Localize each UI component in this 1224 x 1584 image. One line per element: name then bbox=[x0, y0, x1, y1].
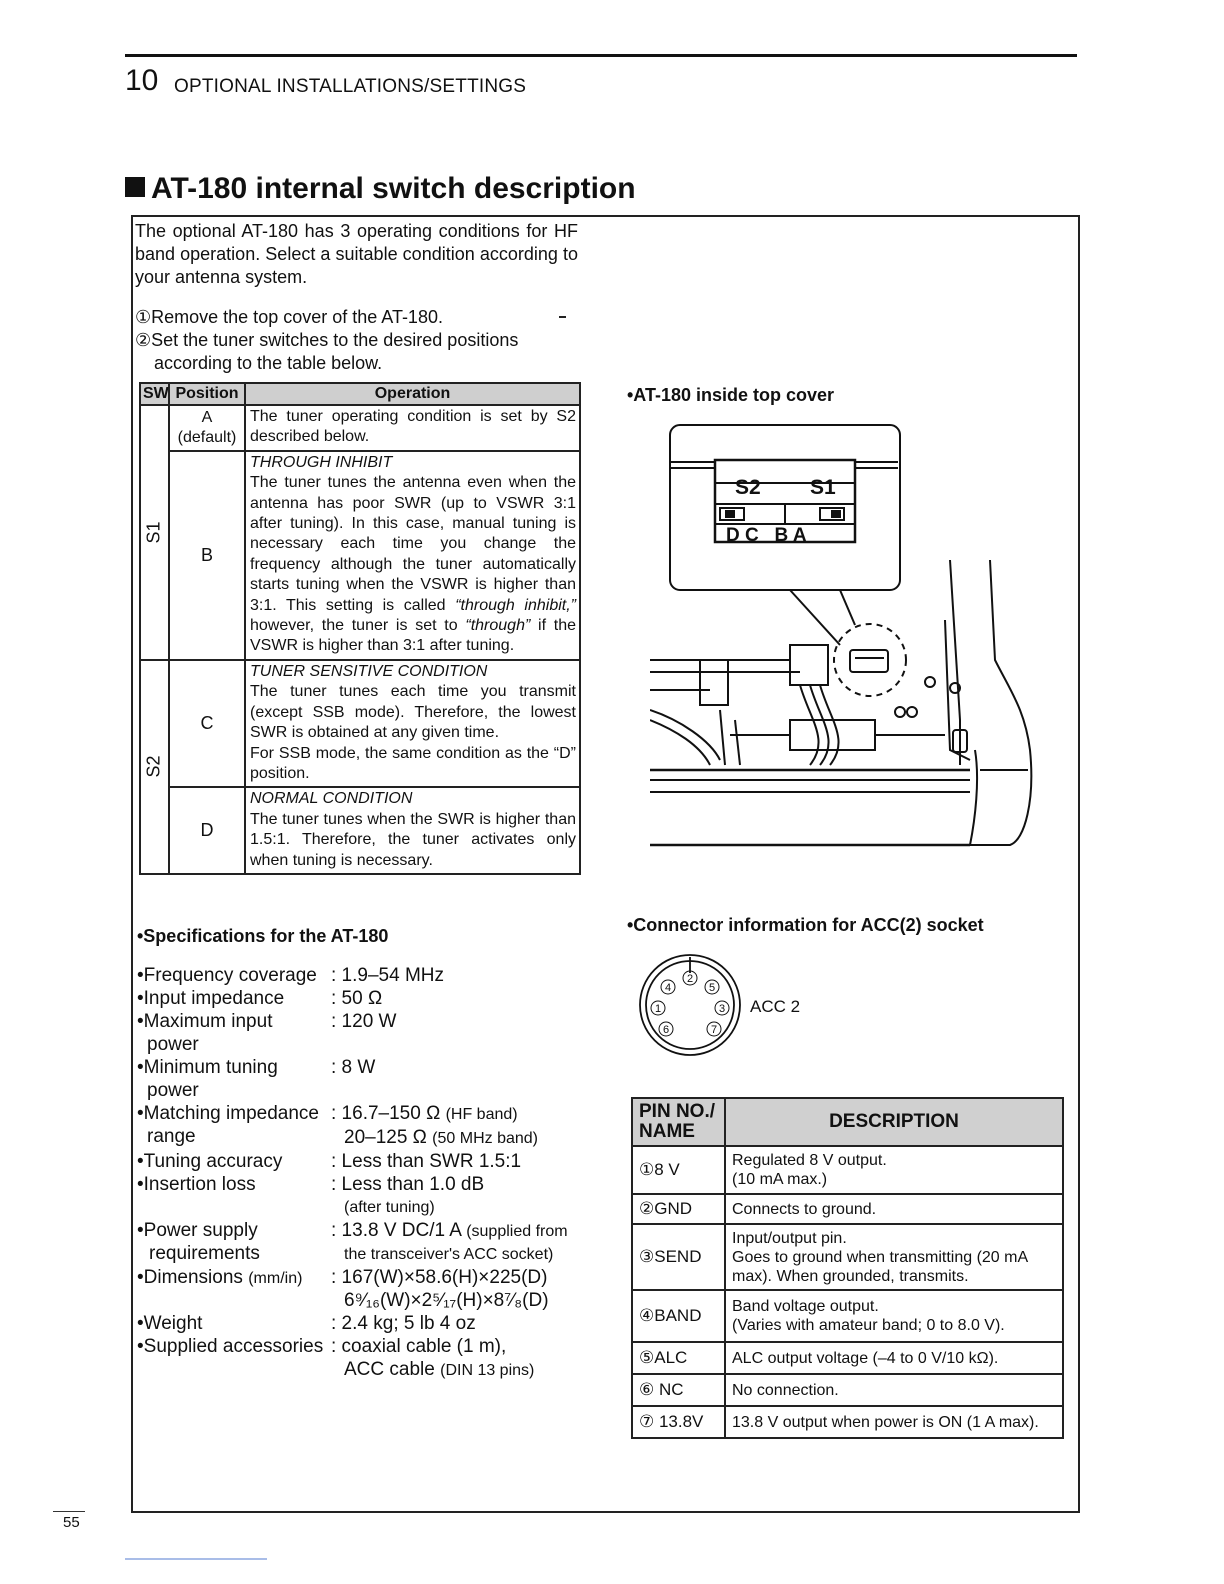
pin-description-line: (Varies with amateur band; 0 to 8.0 V). bbox=[732, 1317, 1005, 1334]
spec-value-note: (supplied from bbox=[466, 1223, 568, 1240]
pin-label: 7 bbox=[710, 1024, 718, 1036]
spec-value-line: 6⁹⁄₁₆(W)×2⁵⁄₁₇(H)×8⁷⁄₈(D) bbox=[344, 1290, 549, 1311]
spec-value-note: (HF band) bbox=[445, 1106, 518, 1123]
spec-value-line: : Less than 1.0 dB bbox=[331, 1174, 485, 1195]
switch-table bbox=[139, 382, 581, 875]
step-1: ①Remove the top cover of the AT-180. bbox=[135, 307, 443, 327]
step-2-continued: according to the table below. bbox=[154, 353, 383, 373]
pin-label: 3 bbox=[718, 1003, 726, 1015]
spec-label: •Weight bbox=[137, 1313, 203, 1334]
spec-label-line: •Matching impedance bbox=[137, 1103, 319, 1124]
position-c: C bbox=[169, 660, 245, 787]
spec-value: : 8 W bbox=[331, 1057, 376, 1078]
cover-heading: •AT-180 inside top cover bbox=[627, 385, 835, 405]
pin-description bbox=[725, 1290, 1063, 1342]
page-number: 55 bbox=[63, 1514, 80, 1531]
pin-description: Connects to ground. bbox=[725, 1194, 1063, 1224]
header-sw: SW bbox=[140, 383, 169, 405]
list-item bbox=[137, 1102, 568, 1150]
spec-value-note: the transceiver's ACC socket) bbox=[344, 1246, 554, 1263]
switch-s1-label: S1 bbox=[144, 521, 164, 544]
table-row bbox=[140, 660, 580, 787]
pin-name: ⑤ALC bbox=[632, 1342, 725, 1374]
specs-list bbox=[137, 964, 568, 1382]
chapter-number: 10 bbox=[125, 64, 159, 97]
section-title-text: AT-180 internal switch description bbox=[151, 172, 636, 205]
spec-label bbox=[137, 1056, 329, 1102]
spec-label: •Insertion loss bbox=[137, 1174, 256, 1195]
spec-value bbox=[329, 1219, 568, 1266]
spec-label-line: power bbox=[147, 1034, 199, 1055]
spec-value-note: (DIN 13 pins) bbox=[440, 1362, 535, 1379]
operation-b-emphasis-2: “through” bbox=[465, 617, 531, 635]
list-item bbox=[137, 1335, 568, 1382]
list-item bbox=[137, 1010, 568, 1056]
switch-s2-cell bbox=[140, 660, 169, 874]
operation-c-text: The tuner tunes each time you transmit (except SSB mode). Therefore, the lowest SWR is obtained at any given time. bbox=[250, 683, 576, 742]
table-row bbox=[632, 1342, 1063, 1374]
list-item bbox=[137, 1312, 568, 1335]
table-row bbox=[140, 451, 580, 660]
operation-c-text-2: For SSB mode, the same condition as the “D” position. bbox=[250, 744, 576, 782]
pin-name: ③SEND bbox=[632, 1224, 725, 1290]
header-name-line: NAME bbox=[639, 1121, 695, 1142]
spec-value bbox=[329, 1102, 538, 1150]
table-row bbox=[140, 405, 580, 451]
pin-label: 6 bbox=[662, 1024, 670, 1036]
pin-label: 5 bbox=[708, 982, 716, 994]
table-row bbox=[140, 787, 580, 874]
pin-label: 2 bbox=[686, 973, 694, 985]
instruction-steps bbox=[135, 306, 578, 375]
operation-b-text: The tuner tunes the antenna even when the antenna has poor SWR (up to VSWR 3:1 after tuning). In this case, manual tuning is necessary each time you change the frequency although the tuner automatically starts tuning when the VSWR is higher than 3:1. This setting is called bbox=[250, 474, 576, 614]
table-row bbox=[632, 1374, 1063, 1406]
spec-label-line: •Minimum tuning bbox=[137, 1057, 278, 1078]
list-item bbox=[137, 1219, 568, 1266]
spec-label: •Input impedance bbox=[137, 988, 285, 1009]
spec-value-line: : 16.7–150 Ω bbox=[331, 1103, 441, 1124]
spec-value bbox=[329, 1173, 484, 1219]
operation-d-heading: NORMAL CONDITION bbox=[250, 790, 413, 808]
square-bullet-icon bbox=[125, 177, 145, 197]
cover-position-labels: D C B A bbox=[726, 525, 807, 546]
header-pin-line: PIN NO./ bbox=[639, 1101, 716, 1122]
step-2: ②Set the tuner switches to the desired positions bbox=[135, 330, 519, 350]
spec-value-line: ACC cable bbox=[344, 1359, 435, 1380]
pin-name: ②GND bbox=[632, 1194, 725, 1224]
operation-a: The tuner operating condition is set by S2 described below. bbox=[245, 405, 580, 451]
pin-description: ALC output voltage (–4 to 0 V/10 kΩ). bbox=[725, 1342, 1063, 1374]
pin-description-line: Input/output pin. bbox=[732, 1229, 847, 1247]
switch-s2-label: S2 bbox=[144, 755, 164, 778]
pin-description: No connection. bbox=[725, 1374, 1063, 1406]
spec-label-line: •Power supply bbox=[137, 1220, 258, 1241]
operation-d bbox=[245, 787, 580, 874]
header-position: Position bbox=[169, 383, 245, 405]
pin-name: ④BAND bbox=[632, 1290, 725, 1342]
list-item bbox=[137, 1056, 568, 1102]
list-item bbox=[137, 1266, 568, 1312]
table-row bbox=[632, 1194, 1063, 1224]
operation-c bbox=[245, 660, 580, 787]
acc2-label: ACC 2 bbox=[750, 997, 801, 1016]
page-number-rule bbox=[53, 1511, 85, 1512]
spec-value: : Less than SWR 1.5:1 bbox=[331, 1151, 522, 1172]
pin-description-line: Goes to ground when transmitting (20 mA max). When grounded, transmits. bbox=[732, 1248, 1028, 1285]
table-row bbox=[632, 1146, 1063, 1194]
position-a-default: (default) bbox=[177, 429, 237, 446]
spec-value-line: : 13.8 V DC/1 A bbox=[331, 1220, 461, 1241]
pin-description-line: Regulated 8 V output. bbox=[732, 1152, 887, 1169]
operation-b-text-3: if the VSWR is higher than 3:1 after tuning. bbox=[250, 617, 576, 655]
header-rule bbox=[125, 54, 1077, 57]
pin-label: 4 bbox=[664, 982, 672, 994]
pin-table bbox=[631, 1097, 1064, 1439]
operation-b-emphasis: “through inhibit,” bbox=[455, 596, 576, 614]
header-pin-name bbox=[632, 1098, 725, 1146]
switch-s1-cell bbox=[140, 405, 169, 660]
list-item bbox=[137, 964, 568, 987]
pin-name: ⑥ NC bbox=[632, 1374, 725, 1406]
cover-diagram bbox=[650, 420, 1045, 860]
operation-b-heading: THROUGH INHIBIT bbox=[250, 453, 393, 471]
spec-value: : 120 W bbox=[331, 1011, 397, 1032]
pin-label: 1 bbox=[654, 1003, 662, 1015]
blue-underline bbox=[125, 1558, 267, 1560]
list-item bbox=[137, 1173, 568, 1219]
spec-value bbox=[329, 1266, 549, 1312]
spec-value-line: : 167(W)×58.6(H)×225(D) bbox=[331, 1267, 548, 1288]
spec-value-note: (after tuning) bbox=[344, 1199, 435, 1216]
operation-c-heading: TUNER SENSITIVE CONDITION bbox=[250, 662, 488, 680]
spec-value: : 2.4 kg; 5 lb 4 oz bbox=[331, 1313, 476, 1334]
spec-value-line: : coaxial cable (1 m), bbox=[331, 1336, 507, 1357]
spec-value-line: 20–125 Ω bbox=[344, 1127, 427, 1148]
position-a-label: A bbox=[201, 409, 213, 426]
spec-label bbox=[137, 1219, 329, 1266]
spec-label-line: •Dimensions bbox=[137, 1267, 243, 1288]
spec-label: •Frequency coverage bbox=[137, 965, 317, 986]
spec-label-line: requirements bbox=[149, 1243, 260, 1264]
cover-s2-label: S2 bbox=[735, 476, 761, 499]
spec-label-line: power bbox=[147, 1080, 199, 1101]
spec-value-note: (50 MHz band) bbox=[432, 1130, 538, 1147]
chapter-title: OPTIONAL INSTALLATIONS/SETTINGS bbox=[174, 76, 527, 97]
table-row bbox=[632, 1290, 1063, 1342]
pin-description bbox=[725, 1224, 1063, 1290]
spec-value: : 1.9–54 MHz bbox=[331, 965, 444, 986]
specs-heading: •Specifications for the AT-180 bbox=[137, 926, 389, 946]
spec-label-line: •Maximum input bbox=[137, 1011, 273, 1032]
table-row bbox=[632, 1224, 1063, 1290]
spec-label bbox=[137, 1266, 329, 1312]
section-title bbox=[125, 172, 636, 206]
operation-d-text: The tuner tunes when the SWR is higher than 1.5:1. Therefore, the tuner activates only when tuning is necessary. bbox=[250, 810, 576, 869]
acc2-socket-diagram bbox=[636, 953, 746, 1057]
spec-label: •Supplied accessories bbox=[137, 1336, 324, 1357]
pin-description: 13.8 V output when power is ON (1 A max). bbox=[725, 1406, 1063, 1438]
position-a bbox=[169, 405, 245, 451]
pin-name: ①8 V bbox=[632, 1146, 725, 1194]
table-row bbox=[632, 1406, 1063, 1438]
spec-label: •Tuning accuracy bbox=[137, 1151, 283, 1172]
intro-paragraph: The optional AT-180 has 3 operating conditions for HF band operation. Select a suitable condition according to your antenna system. bbox=[135, 221, 578, 287]
pin-description-line: Band voltage output. bbox=[732, 1298, 879, 1315]
position-b: B bbox=[169, 451, 245, 660]
operation-b bbox=[245, 451, 580, 660]
stray-mark bbox=[559, 316, 566, 318]
pin-name: ⑦ 13.8V bbox=[632, 1406, 725, 1438]
spec-label-note: (mm/in) bbox=[248, 1270, 303, 1287]
spec-label bbox=[137, 1102, 329, 1150]
spec-label bbox=[137, 1010, 329, 1056]
header-description: DESCRIPTION bbox=[725, 1098, 1063, 1146]
header-operation: Operation bbox=[245, 383, 580, 405]
operation-b-text-2: however, the tuner is set to bbox=[250, 617, 466, 635]
pin-description-line: (10 mA max.) bbox=[732, 1171, 828, 1188]
spec-label-line: range bbox=[147, 1126, 196, 1147]
cover-s1-label: S1 bbox=[810, 476, 836, 499]
list-item bbox=[137, 987, 568, 1010]
connector-heading: •Connector information for ACC(2) socket bbox=[627, 915, 984, 935]
position-d: D bbox=[169, 787, 245, 874]
spec-value: : 50 Ω bbox=[331, 988, 383, 1009]
list-item bbox=[137, 1150, 568, 1173]
pin-description bbox=[725, 1146, 1063, 1194]
spec-value bbox=[329, 1335, 534, 1382]
